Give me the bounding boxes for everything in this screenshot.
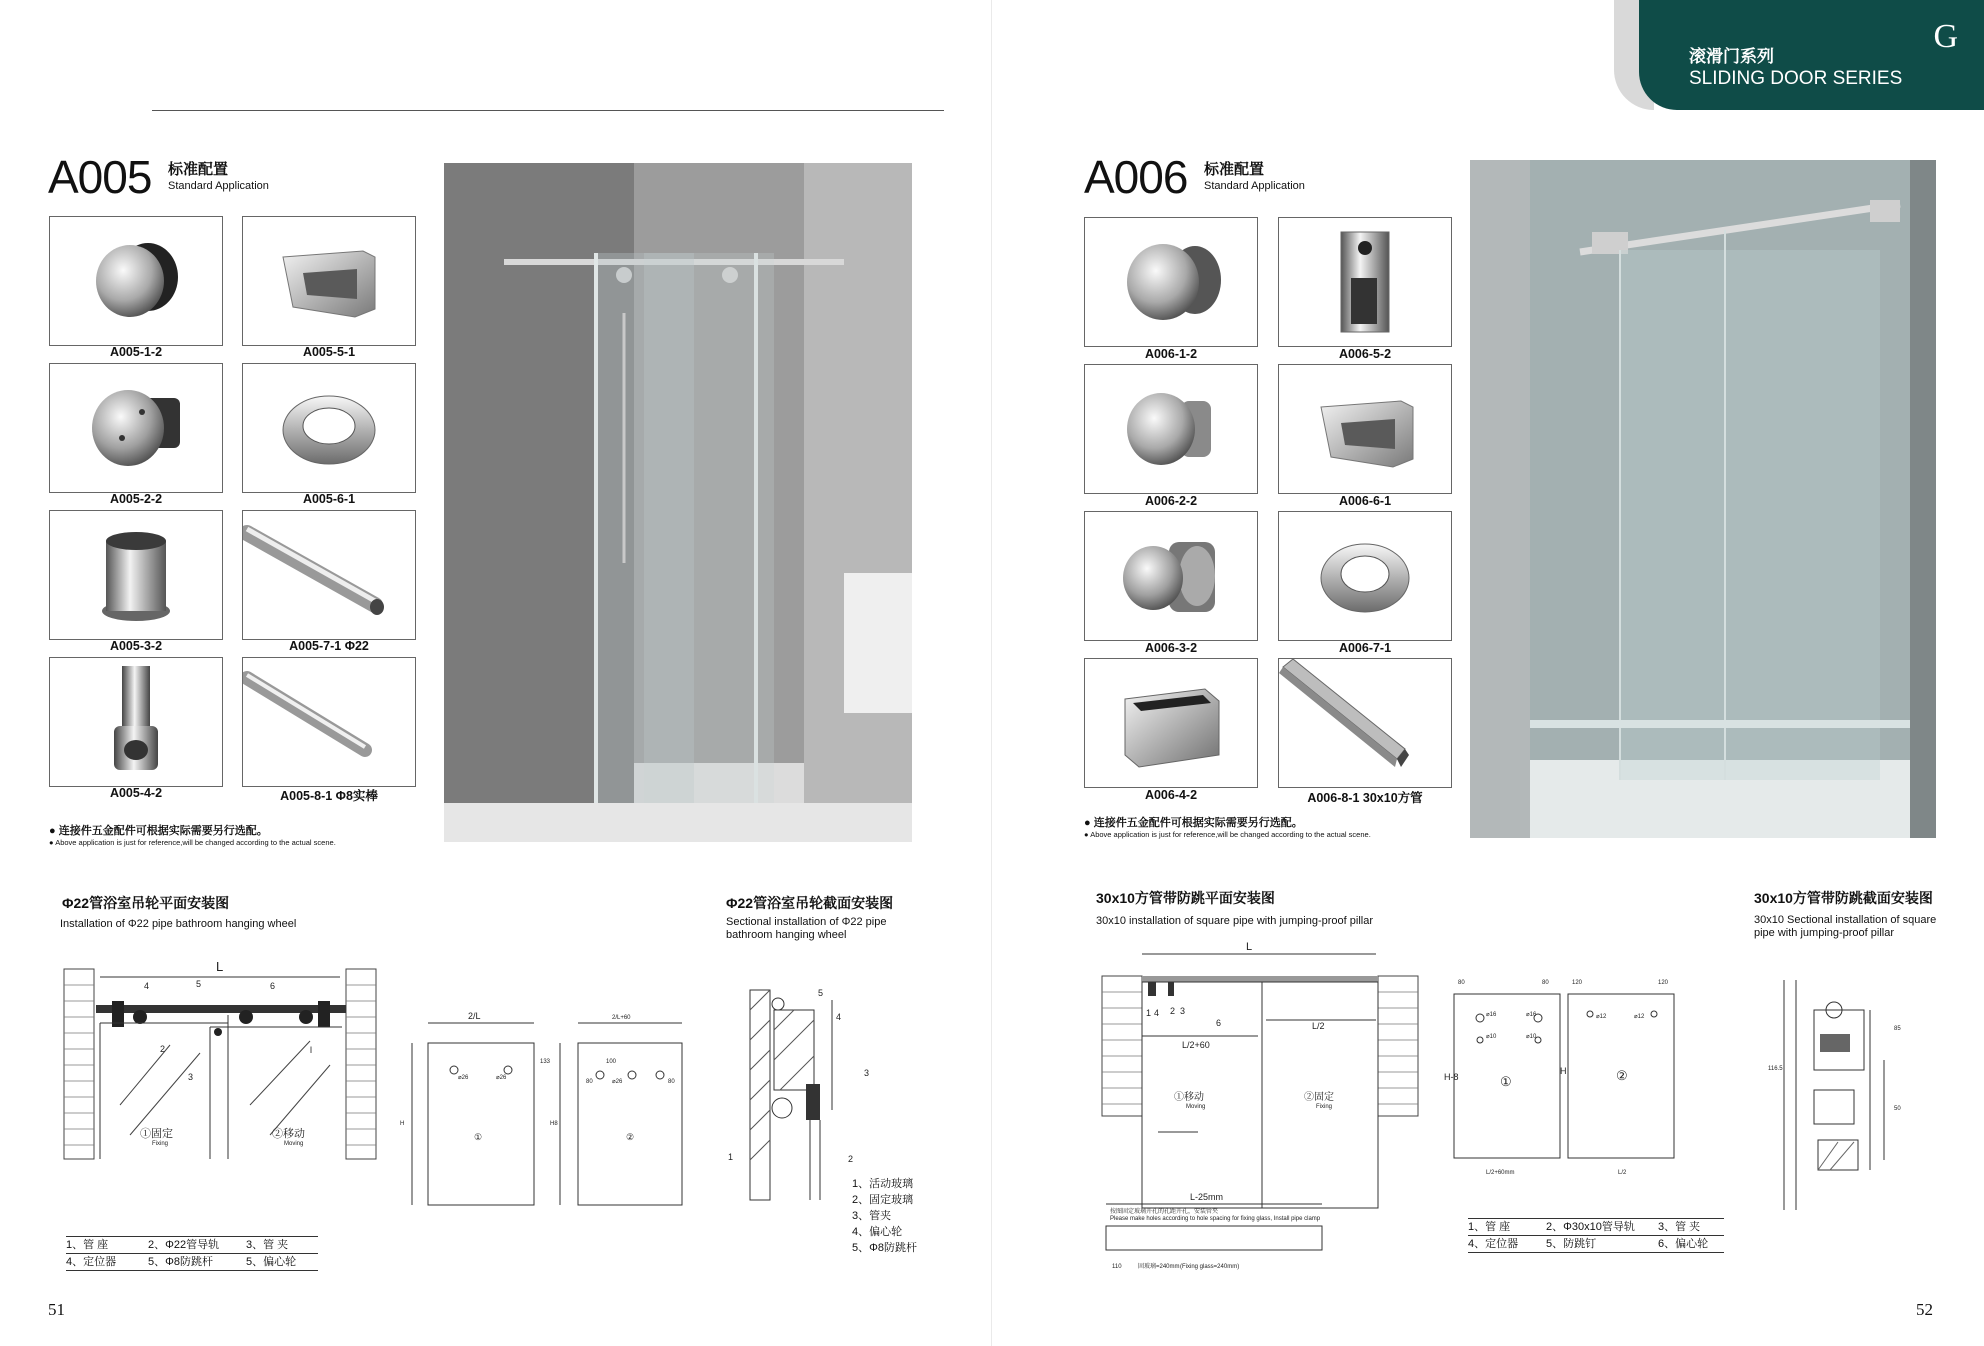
svg-text:⌀16: ⌀16: [1526, 1012, 1537, 1018]
standard-cn: 标准配置: [1204, 161, 1265, 178]
product-code: A005-2-2: [109, 492, 163, 506]
product-code: A005-8-1 Φ8实棒: [280, 789, 378, 803]
note: ● 连接件五金配件可根据实际需要另行选配。 ● Above application is just for reference,will be changed according to the actual scene.: [1084, 817, 1371, 839]
svg-text:H: H: [400, 1121, 405, 1127]
product-code: A005-3-2: [109, 639, 163, 653]
product-cell-a005-6-1[interactable]: [242, 363, 416, 493]
plan-installation-diagram-a005: [60, 955, 700, 1275]
square-tube-icon: [1279, 659, 1451, 787]
svg-text:②移动: ②移动: [272, 1128, 305, 1140]
svg-text:①固定: ①固定: [140, 1128, 173, 1140]
ring-handle-icon: [243, 364, 415, 492]
product-code: A006-3-2: [1144, 641, 1198, 655]
svg-text:2: 2: [848, 1154, 854, 1164]
svg-text:80: 80: [586, 1079, 593, 1085]
svg-text:4: 4: [1154, 1008, 1160, 1018]
shower-room-illustration: [444, 163, 912, 842]
knob-icon: [50, 217, 222, 345]
svg-text:120: 120: [1658, 980, 1669, 986]
product-cell-a006-5-2[interactable]: [1278, 217, 1452, 347]
product-code: A006-1-2: [1144, 347, 1198, 361]
svg-text:Moving: Moving: [284, 1141, 304, 1147]
product-code: A006-7-1: [1338, 641, 1392, 655]
standard-en: Standard Application: [1204, 180, 1305, 192]
svg-text:L/2: L/2: [1312, 1021, 1325, 1031]
series-title-cn: 滚滑门系列: [1689, 47, 1774, 66]
series-title-en: SLIDING DOOR SERIES: [1689, 68, 1903, 89]
svg-text:①: ①: [1500, 1074, 1512, 1089]
right-page: [992, 0, 1984, 1346]
rect-stopper-icon: [1085, 659, 1257, 787]
svg-text:H: H: [1560, 1066, 1567, 1076]
svg-text:100: 100: [606, 1059, 617, 1065]
svg-text:50: 50: [1894, 1106, 1901, 1112]
stopper-icon: [50, 658, 222, 786]
product-code: A005-5-1: [302, 345, 356, 359]
svg-text:(Fixing glass=240mm): (Fixing glass=240mm): [1180, 1264, 1240, 1270]
square-connector-icon: [1279, 218, 1451, 346]
product-code: A005-4-2: [109, 786, 163, 800]
diagram1-title-en: Installation of Φ22 pipe bathroom hanging wheel: [60, 918, 297, 930]
svg-text:133: 133: [540, 1059, 551, 1065]
diagram1-title-cn: Φ22管浴室吊轮平面安装图: [62, 895, 230, 911]
svg-text:85: 85: [1894, 1026, 1901, 1032]
svg-text:6: 6: [270, 981, 276, 991]
top-rule: [152, 110, 944, 111]
svg-text:5: 5: [196, 979, 202, 989]
page-number: 51: [48, 1300, 65, 1319]
roller-icon: [1085, 512, 1257, 640]
standard-en: Standard Application: [168, 180, 269, 192]
legend-section-a005: 1、活动玻璃 2、固定玻璃 3、管夹 4、偏心轮 5、Φ8防跳杆: [852, 1178, 918, 1254]
svg-text:3: 3: [188, 1072, 194, 1082]
product-cell-a005-5-1[interactable]: [242, 216, 416, 346]
svg-text:4: 4: [144, 981, 150, 991]
svg-text:1: 1: [1146, 1008, 1152, 1018]
svg-text:2/L: 2/L: [468, 1011, 481, 1021]
svg-text:⌀12: ⌀12: [1634, 1014, 1645, 1020]
svg-text:80: 80: [1542, 980, 1549, 986]
svg-text:H8: H8: [550, 1121, 558, 1127]
diagram2-title-en: 30x10 Sectional installation of square pipe with jumping-proof pillar: [1754, 914, 1937, 939]
plan-installation-diagram-a006: [1098, 936, 1428, 1276]
series-letter: G: [1933, 18, 1958, 55]
svg-text:⌀26: ⌀26: [496, 1075, 507, 1081]
product-code: A005-7-1 Φ22: [289, 639, 369, 653]
svg-text:Please make holes according to: Please make holes according to hole spacing for fixing glass, Install pipe clamp: [1110, 1216, 1321, 1222]
product-cell-a006-1-2[interactable]: [1084, 217, 1258, 347]
product-cell-a006-8-1[interactable]: [1278, 658, 1452, 788]
svg-text:5: 5: [818, 988, 824, 998]
product-cell-a005-7-1[interactable]: [242, 510, 416, 640]
page-number: 52: [1916, 1300, 1933, 1319]
legend-parts-a005: 1、管 座 2、Φ22管导轨 3、管 夹 4、定位器 5、Φ8防跳杆 5、偏心轮: [66, 1236, 318, 1271]
product-cell-a005-4-2[interactable]: [49, 657, 223, 787]
product-code: A005-6-1: [302, 492, 356, 506]
svg-text:2/L+60: 2/L+60: [612, 1015, 631, 1021]
note: ● 连接件五金配件可根据实际需要另行选配。 ● Above application is just for reference,will be changed according to the actual scene.: [49, 825, 336, 847]
glass-clamp-icon: [243, 217, 415, 345]
svg-text:110: 110: [1112, 1264, 1122, 1270]
svg-text:⌀26: ⌀26: [458, 1075, 469, 1081]
shower-photo-a005: [444, 163, 912, 842]
product-cell-a006-4-2[interactable]: [1084, 658, 1258, 788]
svg-text:⌀16: ⌀16: [1486, 1012, 1497, 1018]
svg-text:3: 3: [864, 1068, 870, 1078]
product-code: A006-2-2: [1144, 494, 1198, 508]
product-code: A005-1-2: [109, 345, 163, 359]
legend-parts-a006: 1、管 座 2、Φ30x10管导轨 3、管 夹 4、定位器 5、防跳钉 6、偏心轮: [1468, 1218, 1724, 1253]
product-code: A006-5-2: [1338, 347, 1392, 361]
knob-icon: [1085, 365, 1257, 493]
shower-photo-a006: [1470, 160, 1936, 838]
round-tube-icon: [243, 511, 415, 639]
svg-text:H-8: H-8: [1444, 1072, 1459, 1082]
svg-text:②: ②: [1616, 1068, 1628, 1083]
svg-text:Fixing: Fixing: [152, 1141, 169, 1147]
diagram1-title-en: 30x10 installation of square pipe with jumping-proof pillar: [1096, 915, 1373, 927]
product-cell-a006-7-1[interactable]: [1278, 511, 1452, 641]
svg-text:①移动: ①移动: [1174, 1092, 1204, 1103]
product-cell-a006-3-2[interactable]: [1084, 511, 1258, 641]
svg-text:1: 1: [728, 1152, 734, 1162]
product-code: A006-6-1: [1338, 494, 1392, 508]
series-banner: [1639, 0, 1984, 110]
svg-text:Moving: Moving: [1186, 1104, 1206, 1110]
section-installation-diagram-a006: [1754, 970, 1954, 1220]
roller-icon: [50, 364, 222, 492]
glass-clamp-icon: [1279, 365, 1451, 493]
model-title: A006: [1084, 151, 1188, 203]
svg-text:⌀10: ⌀10: [1486, 1034, 1497, 1040]
model-title: A005: [48, 151, 152, 203]
svg-text:L/2+60mm: L/2+60mm: [1486, 1170, 1515, 1176]
diagram1-title-cn: 30x10方管带防跳平面安装图: [1096, 890, 1275, 906]
standard-application: [1204, 162, 1305, 194]
ring-handle-icon: [1279, 512, 1451, 640]
svg-text:L-25mm: L-25mm: [1190, 1192, 1224, 1202]
pipe-holder-icon: [50, 511, 222, 639]
svg-text:80: 80: [668, 1079, 675, 1085]
shower-room-illustration: [1470, 160, 1936, 838]
svg-text:⌀26: ⌀26: [612, 1079, 623, 1085]
standard-cn: 标准配置: [168, 161, 229, 178]
standard-application: [168, 162, 269, 194]
diagram2-title-en: Sectional installation of Φ22 pipe bathroom hanging wheel: [726, 916, 887, 941]
svg-text:4: 4: [836, 1012, 842, 1022]
product-code: A006-4-2: [1144, 788, 1198, 802]
svg-text:⌀12: ⌀12: [1596, 1014, 1607, 1020]
knob-icon: [1085, 218, 1257, 346]
svg-text:6: 6: [1216, 1018, 1222, 1028]
svg-text:①: ①: [474, 1132, 483, 1142]
svg-text:L: L: [1246, 941, 1253, 953]
product-cell-a006-2-2[interactable]: [1084, 364, 1258, 494]
product-cell-a005-2-2[interactable]: [49, 363, 223, 493]
svg-text:⌀10: ⌀10: [1526, 1034, 1537, 1040]
product-cell-a005-1-2[interactable]: [49, 216, 223, 346]
product-cell-a006-6-1[interactable]: [1278, 364, 1452, 494]
diagram2-title-cn: Φ22管浴室吊轮截面安装图: [726, 895, 894, 911]
svg-text:L/2: L/2: [1618, 1170, 1627, 1176]
svg-text:2: 2: [160, 1044, 166, 1054]
svg-text:l: l: [310, 1045, 312, 1055]
svg-text:3: 3: [1180, 1006, 1186, 1016]
svg-text:②: ②: [626, 1132, 635, 1142]
svg-text:②固定: ②固定: [1304, 1092, 1334, 1103]
svg-text:Fixing: Fixing: [1316, 1104, 1333, 1110]
svg-text:120: 120: [1572, 980, 1583, 986]
svg-text:L/2+60: L/2+60: [1182, 1040, 1210, 1050]
diagram2-title-cn: 30x10方管带防跳截面安装图: [1754, 890, 1933, 906]
svg-text:按图固定玻璃开孔的孔距开孔，安装管夹: 按图固定玻璃开孔的孔距开孔，安装管夹: [1110, 1209, 1219, 1215]
round-rod-icon: [243, 658, 415, 786]
svg-text:116.5: 116.5: [1768, 1066, 1783, 1072]
product-cell-a005-3-2[interactable]: [49, 510, 223, 640]
product-cell-a005-8-1[interactable]: [242, 657, 416, 787]
svg-text:80: 80: [1458, 980, 1465, 986]
svg-text:2: 2: [1170, 1006, 1176, 1016]
svg-text:L: L: [216, 959, 224, 974]
svg-text:固玻璃=240mm: 固玻璃=240mm: [1138, 1264, 1180, 1270]
product-code: A006-8-1 30x10方管: [1307, 791, 1423, 805]
glass-panel-diagram-a006: [1444, 970, 1704, 1190]
